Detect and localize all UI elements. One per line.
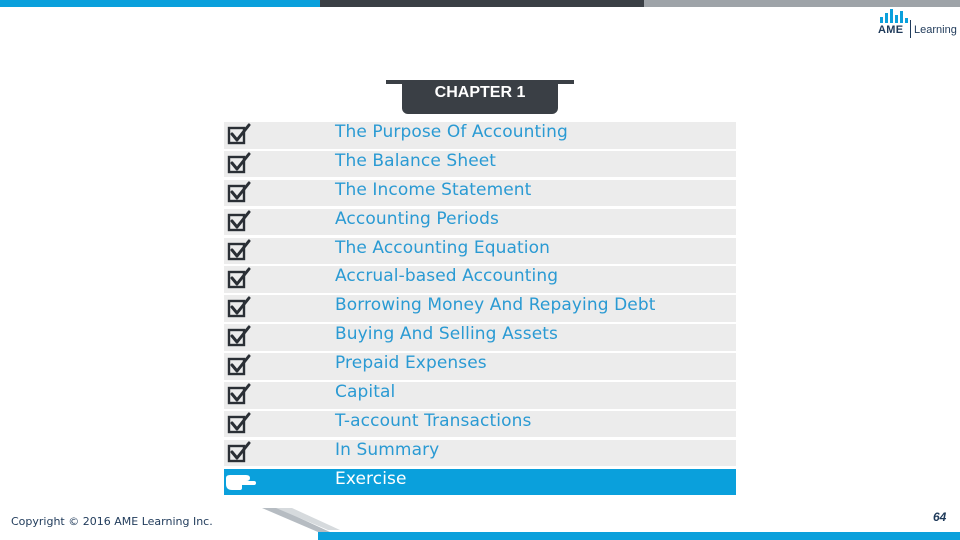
checkbox-checked-icon: [226, 239, 252, 263]
toc-item-label: The Balance Sheet: [335, 150, 497, 171]
checkbox-checked-icon: [226, 441, 252, 465]
table-of-contents: [224, 122, 736, 498]
toc-item: [224, 469, 736, 496]
toc-item: [224, 411, 736, 438]
top-bar-gray-segment: [644, 0, 960, 7]
top-bar-dark-segment: [320, 0, 644, 7]
toc-item: [224, 180, 736, 207]
toc-item: [224, 209, 736, 236]
toc-item: [224, 295, 736, 322]
toc-item-label: Capital: [335, 382, 396, 403]
toc-item: [224, 266, 736, 293]
toc-item-label: T-account Transactions: [335, 410, 532, 431]
checkbox-checked-icon: [226, 181, 252, 205]
logo-brand-text: AME: [878, 24, 904, 36]
toc-item: [224, 440, 736, 467]
checkbox-checked-icon: [226, 412, 252, 436]
top-color-bar: [0, 0, 960, 7]
page-number: 64: [933, 510, 947, 524]
toc-item-label: Accrual-based Accounting: [335, 266, 559, 287]
toc-item-label: Accounting Periods: [335, 208, 499, 229]
logo-separator: [910, 20, 911, 38]
toc-item: [224, 122, 736, 149]
toc-item-label: In Summary: [335, 439, 440, 460]
checkbox-checked-icon: [226, 123, 252, 147]
toc-item: [224, 238, 736, 265]
toc-item-label: Borrowing Money And Repaying Debt: [335, 295, 656, 316]
checkbox-checked-icon: [226, 152, 252, 176]
checkbox-checked-icon: [226, 296, 252, 320]
checkbox-checked-icon: [226, 383, 252, 407]
toc-item-label: The Purpose Of Accounting: [335, 122, 568, 142]
top-bar-blue-segment: [0, 0, 320, 7]
logo-bars-icon: [880, 9, 914, 23]
toc-item-label: Exercise: [335, 468, 407, 489]
toc-item: [224, 353, 736, 380]
checkbox-checked-icon: [226, 354, 252, 378]
pointing-hand-icon: [224, 472, 256, 492]
chapter-tab: [386, 80, 574, 114]
toc-item-label: The Income Statement: [335, 179, 532, 200]
copyright-text: Copyright © 2016 AME Learning Inc.: [11, 515, 213, 528]
logo-suffix-text: Learning: [914, 24, 957, 36]
chapter-title: CHAPTER 1: [434, 84, 526, 101]
toc-item-label: Buying And Selling Assets: [335, 324, 559, 345]
toc-item: [224, 324, 736, 351]
toc-item: [224, 151, 736, 178]
toc-item-label: Prepaid Expenses: [335, 353, 487, 374]
ame-learning-logo: [878, 9, 958, 39]
checkbox-checked-icon: [226, 325, 252, 349]
checkbox-checked-icon: [226, 267, 252, 291]
toc-item-label: The Accounting Equation: [335, 237, 550, 258]
toc-item: [224, 382, 736, 409]
checkbox-checked-icon: [226, 210, 252, 234]
